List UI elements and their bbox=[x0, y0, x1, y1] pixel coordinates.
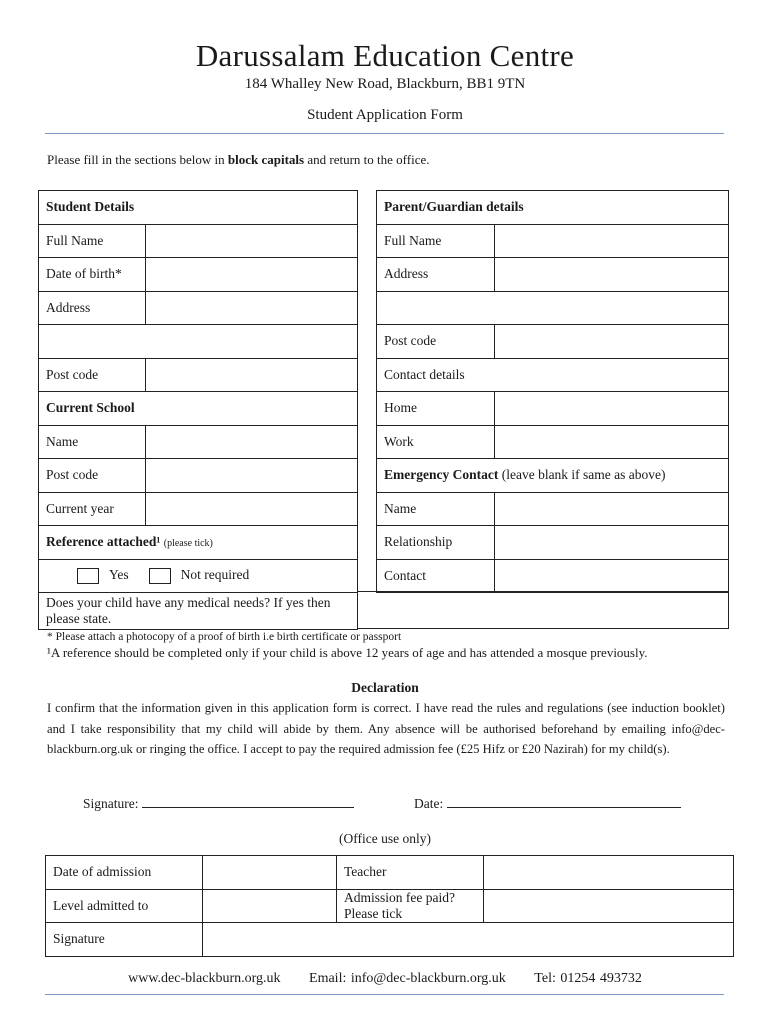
reference-attached-label: Reference attached¹ bbox=[46, 534, 161, 550]
yes-checkbox[interactable] bbox=[77, 568, 99, 584]
reference-hint: (please tick) bbox=[163, 538, 213, 550]
work-field[interactable] bbox=[495, 425, 729, 459]
home-field[interactable] bbox=[495, 392, 729, 426]
student-post-code-label: Post code bbox=[39, 358, 146, 392]
org-address: 184 Whalley New Road, Blackburn, BB1 9TN bbox=[244, 76, 526, 92]
student-post-code-field[interactable] bbox=[146, 358, 358, 392]
student-address-label: Address bbox=[39, 291, 146, 325]
date-of-admission-field[interactable] bbox=[203, 856, 337, 890]
student-full-name-label: Full Name bbox=[39, 224, 146, 258]
student-dob-field[interactable] bbox=[146, 258, 358, 292]
level-admitted-label: Level admitted to bbox=[46, 889, 203, 923]
office-use-table bbox=[45, 855, 734, 957]
declaration-text: I confirm that the information given in this application form is correct. I have read the rules and regulations (see induction booklet) and I take responsibility that my child will abide by them. Any absence will be authorised beforehand by emailing info@dec-blackburn.org.uk or ringing the office. I accept to pay the required admission fee (£25 Hifz or £20 Nazirah) for my child(s). bbox=[47, 701, 725, 756]
parent-full-name-field[interactable] bbox=[495, 224, 729, 258]
intro-post: and return to the office. bbox=[304, 152, 430, 167]
fee-paid-field[interactable] bbox=[484, 889, 734, 923]
parent-full-name-label: Full Name bbox=[377, 224, 495, 258]
footer-website[interactable]: www.dec-blackburn.org.uk bbox=[128, 971, 281, 986]
student-full-name-field[interactable] bbox=[146, 224, 358, 258]
student-address-line2-field[interactable] bbox=[39, 325, 358, 359]
not-required-checkbox[interactable] bbox=[149, 568, 171, 584]
office-signature-field[interactable] bbox=[203, 923, 734, 957]
reference-attached-row bbox=[39, 526, 358, 560]
current-year-label: Current year bbox=[39, 492, 146, 526]
emergency-name-label: Name bbox=[377, 492, 495, 526]
header-divider bbox=[45, 133, 724, 134]
intro-pre: Please fill in the sections below in bbox=[47, 152, 228, 167]
date-field[interactable] bbox=[447, 796, 681, 808]
office-signature-label: Signature bbox=[46, 923, 203, 957]
declaration-heading: Declaration bbox=[351, 680, 419, 695]
school-post-code-field[interactable] bbox=[146, 459, 358, 493]
school-post-code-label: Post code bbox=[39, 459, 146, 493]
reference-options-row bbox=[39, 559, 358, 593]
not-required-label: Not required bbox=[180, 567, 250, 583]
signature-line bbox=[83, 796, 354, 812]
footer-email[interactable]: Email: info@dec-blackburn.org.uk bbox=[309, 971, 506, 986]
signature-field[interactable] bbox=[142, 796, 354, 808]
student-address-field[interactable] bbox=[146, 291, 358, 325]
reference-note: ¹A reference should be completed only if your child is above 12 years of age and has attended a mosque previously. bbox=[47, 645, 648, 660]
medical-needs-field[interactable] bbox=[357, 591, 729, 629]
relationship-label: Relationship bbox=[377, 526, 495, 560]
footnotes bbox=[47, 630, 727, 661]
date-of-admission-label: Date of admission bbox=[46, 856, 203, 890]
teacher-label: Teacher bbox=[337, 856, 484, 890]
footer-tel: Tel: 01254 493732 bbox=[534, 971, 642, 986]
student-details-table bbox=[38, 190, 358, 630]
level-admitted-field[interactable] bbox=[203, 889, 337, 923]
org-title: Darussalam Education Centre bbox=[195, 38, 575, 73]
yes-label: Yes bbox=[109, 567, 129, 583]
relationship-field[interactable] bbox=[495, 526, 729, 560]
birth-proof-note: * Please attach a photocopy of a proof of birth i.e birth certificate or passport bbox=[47, 631, 402, 643]
contact-label: Contact bbox=[377, 559, 495, 593]
emergency-contact-row bbox=[377, 459, 729, 493]
student-details-heading: Student Details bbox=[39, 191, 358, 225]
fee-paid-label: Admission fee paid? Please tick bbox=[337, 889, 484, 923]
student-dob-label: Date of birth* bbox=[39, 258, 146, 292]
signature-label: Signature: bbox=[83, 796, 139, 811]
intro-text bbox=[47, 152, 430, 168]
parent-address-label: Address bbox=[377, 258, 495, 292]
parent-details-table bbox=[376, 190, 729, 593]
date-label: Date: bbox=[414, 796, 444, 811]
parent-details-heading: Parent/Guardian details bbox=[377, 191, 729, 225]
office-use-heading: (Office use only) bbox=[339, 831, 431, 846]
current-school-heading: Current School bbox=[39, 392, 358, 426]
form-title: Student Application Form bbox=[307, 107, 463, 123]
parent-post-code-field[interactable] bbox=[495, 325, 729, 359]
medical-needs-label: Does your child have any medical needs? If yes then please state. bbox=[39, 593, 358, 630]
footer bbox=[0, 971, 770, 987]
date-line bbox=[414, 796, 681, 812]
home-label: Home bbox=[377, 392, 495, 426]
footer-divider bbox=[45, 994, 724, 995]
teacher-field[interactable] bbox=[484, 856, 734, 890]
current-year-field[interactable] bbox=[146, 492, 358, 526]
contact-field[interactable] bbox=[495, 559, 729, 593]
work-label: Work bbox=[377, 425, 495, 459]
school-name-field[interactable] bbox=[146, 425, 358, 459]
parent-address-line2-field[interactable] bbox=[377, 291, 729, 325]
parent-post-code-label: Post code bbox=[377, 325, 495, 359]
intro-bold: block capitals bbox=[227, 152, 305, 167]
emergency-contact-label: Emergency Contact bbox=[384, 467, 499, 483]
contact-details-heading: Contact details bbox=[377, 358, 729, 392]
emergency-name-field[interactable] bbox=[495, 492, 729, 526]
school-name-label: Name bbox=[39, 425, 146, 459]
emergency-contact-hint: (leave blank if same as above) bbox=[501, 467, 666, 483]
parent-address-field[interactable] bbox=[495, 258, 729, 292]
